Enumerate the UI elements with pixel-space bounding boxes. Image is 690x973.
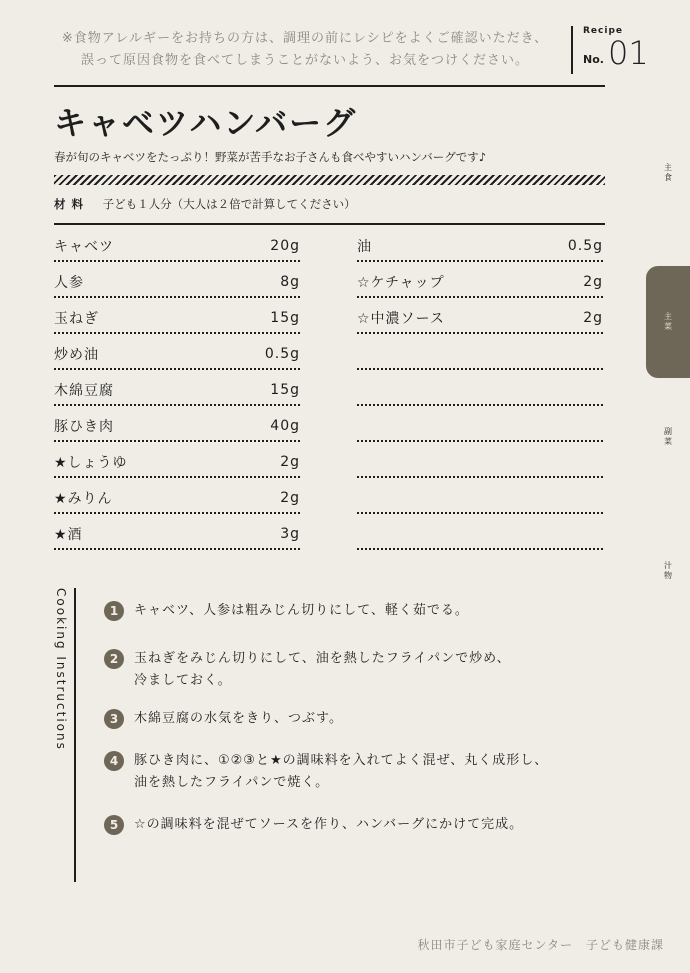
ingredients-divider — [54, 223, 605, 225]
ingredient-row — [54, 408, 300, 442]
category-tabs — [646, 0, 690, 973]
step-number-badge: 1 — [104, 601, 124, 621]
ingredient-row — [54, 516, 300, 550]
recipe-label: Recipe — [583, 26, 624, 36]
ingredient-amount: 2g — [280, 489, 300, 506]
ingredient-amount: 2g — [280, 453, 300, 470]
ingredient-name: キャベツ — [54, 238, 114, 255]
step-text-line: 冷ましておく。 — [134, 673, 232, 688]
category-tab-label: 主食 — [664, 163, 672, 182]
category-tab[interactable] — [646, 266, 690, 378]
category-tab[interactable] — [646, 412, 690, 462]
ingredient-amount: 0.5g — [264, 345, 300, 362]
recipe-subtitle: 春が旬のキャベツをたっぷり！野菜が苦手なお子さんも食べやすいハンバーグです♪ — [54, 150, 487, 164]
ingredient-amount: 2g — [583, 309, 603, 326]
ingredient-row — [357, 516, 603, 550]
ingredient-name: 玉ねぎ — [54, 310, 99, 327]
ingredients-label: 材料 — [54, 197, 89, 211]
ingredient-name: 油 — [357, 238, 372, 255]
recipe-title: キャベツハンバーグ — [54, 104, 358, 142]
servings-text: 子ども１人分（大人は２倍で計算してください） — [102, 197, 356, 211]
step-text — [134, 600, 469, 622]
cooking-section-bar — [54, 588, 76, 882]
ingredient-row — [357, 300, 603, 334]
ingredient-row — [54, 480, 300, 514]
step-number-badge: 4 — [104, 751, 124, 771]
ingredient-row — [357, 444, 603, 478]
ingredient-amount: 0.5g — [567, 237, 603, 254]
ingredients-left-column — [54, 228, 300, 552]
cooking-step — [104, 600, 469, 622]
ingredient-row — [357, 228, 603, 262]
step-number-badge: 3 — [104, 709, 124, 729]
ingredient-amount: 15g — [270, 381, 300, 398]
ingredient-row — [357, 408, 603, 442]
step-text-line: 油を熱したフライパンで焼く。 — [134, 775, 330, 790]
step-text-line: 玉ねぎをみじん切りにして、油を熱したフライパンで炒め、 — [134, 651, 511, 666]
striped-divider — [54, 175, 605, 185]
recipe-no-label: No. — [583, 53, 604, 66]
ingredient-row — [54, 264, 300, 298]
ingredient-amount: 20g — [270, 237, 300, 254]
ingredient-amount: 2g — [583, 273, 603, 290]
category-tab[interactable] — [646, 148, 690, 198]
step-text — [134, 814, 523, 836]
ingredient-row — [54, 444, 300, 478]
cooking-step — [104, 814, 523, 836]
ingredient-row — [54, 228, 300, 262]
ingredient-amount: 40g — [270, 417, 300, 434]
category-tab[interactable] — [646, 546, 690, 596]
step-text — [134, 708, 343, 730]
cooking-step — [104, 750, 548, 794]
top-divider — [54, 85, 605, 87]
ingredient-row — [357, 264, 603, 298]
ingredient-row — [357, 336, 603, 370]
step-number-badge: 2 — [104, 649, 124, 669]
cooking-step — [104, 648, 511, 692]
category-tab-label: 汁物 — [664, 561, 672, 580]
footer-credit: 秋田市子ども家庭センター 子ども健康課 — [417, 938, 664, 952]
ingredient-row — [357, 372, 603, 406]
ingredient-name: ☆中濃ソース — [357, 310, 445, 327]
step-number-badge: 5 — [104, 815, 124, 835]
ingredient-name: ★酒 — [54, 526, 83, 543]
allergy-notice — [40, 28, 570, 72]
ingredient-name: ☆ケチャップ — [357, 274, 445, 291]
recipe-number: 01 — [607, 34, 649, 72]
ingredient-name: 炒め油 — [54, 346, 99, 363]
ingredient-name: ★しょうゆ — [54, 454, 128, 471]
category-tab-label: 副菜 — [664, 427, 672, 446]
step-text — [134, 648, 511, 692]
ingredient-amount: 3g — [280, 525, 300, 542]
step-text-line: 木綿豆腐の水気をきり、つぶす。 — [134, 711, 343, 726]
ingredient-row — [54, 300, 300, 334]
allergy-notice-line1: ※食物アレルギーをお持ちの方は、調理の前にレシピをよくご確認いただき、 — [61, 31, 549, 46]
cooking-instructions-title: Cooking Instructions — [54, 588, 68, 751]
ingredient-row — [357, 480, 603, 514]
servings-line — [54, 196, 356, 212]
ingredient-name: ★みりん — [54, 490, 113, 507]
ingredient-row — [54, 372, 300, 406]
cooking-step — [104, 708, 343, 730]
category-tab-label: 主菜 — [664, 312, 672, 331]
step-text-line: ☆の調味料を混ぜてソースを作り、ハンバーグにかけて完成。 — [134, 817, 524, 832]
ingredient-row — [54, 336, 300, 370]
step-text-line: 豚ひき肉に、①②③と★の調味料を入れてよく混ぜ、丸く成形し、 — [134, 753, 549, 768]
allergy-notice-line2: 誤って原因食物を食べてしまうことがないよう、お気をつけください。 — [80, 53, 529, 68]
ingredients-right-column — [357, 228, 603, 552]
ingredient-name: 人参 — [54, 274, 84, 291]
step-text-line: キャベツ、人参は粗みじん切りにして、軽く茹でる。 — [134, 603, 469, 618]
ingredient-amount: 15g — [270, 309, 300, 326]
recipe-number-badge — [571, 26, 651, 74]
step-text — [134, 750, 548, 794]
ingredient-amount: 8g — [280, 273, 300, 290]
ingredient-name: 豚ひき肉 — [54, 418, 114, 435]
ingredient-name: 木綿豆腐 — [54, 382, 114, 399]
